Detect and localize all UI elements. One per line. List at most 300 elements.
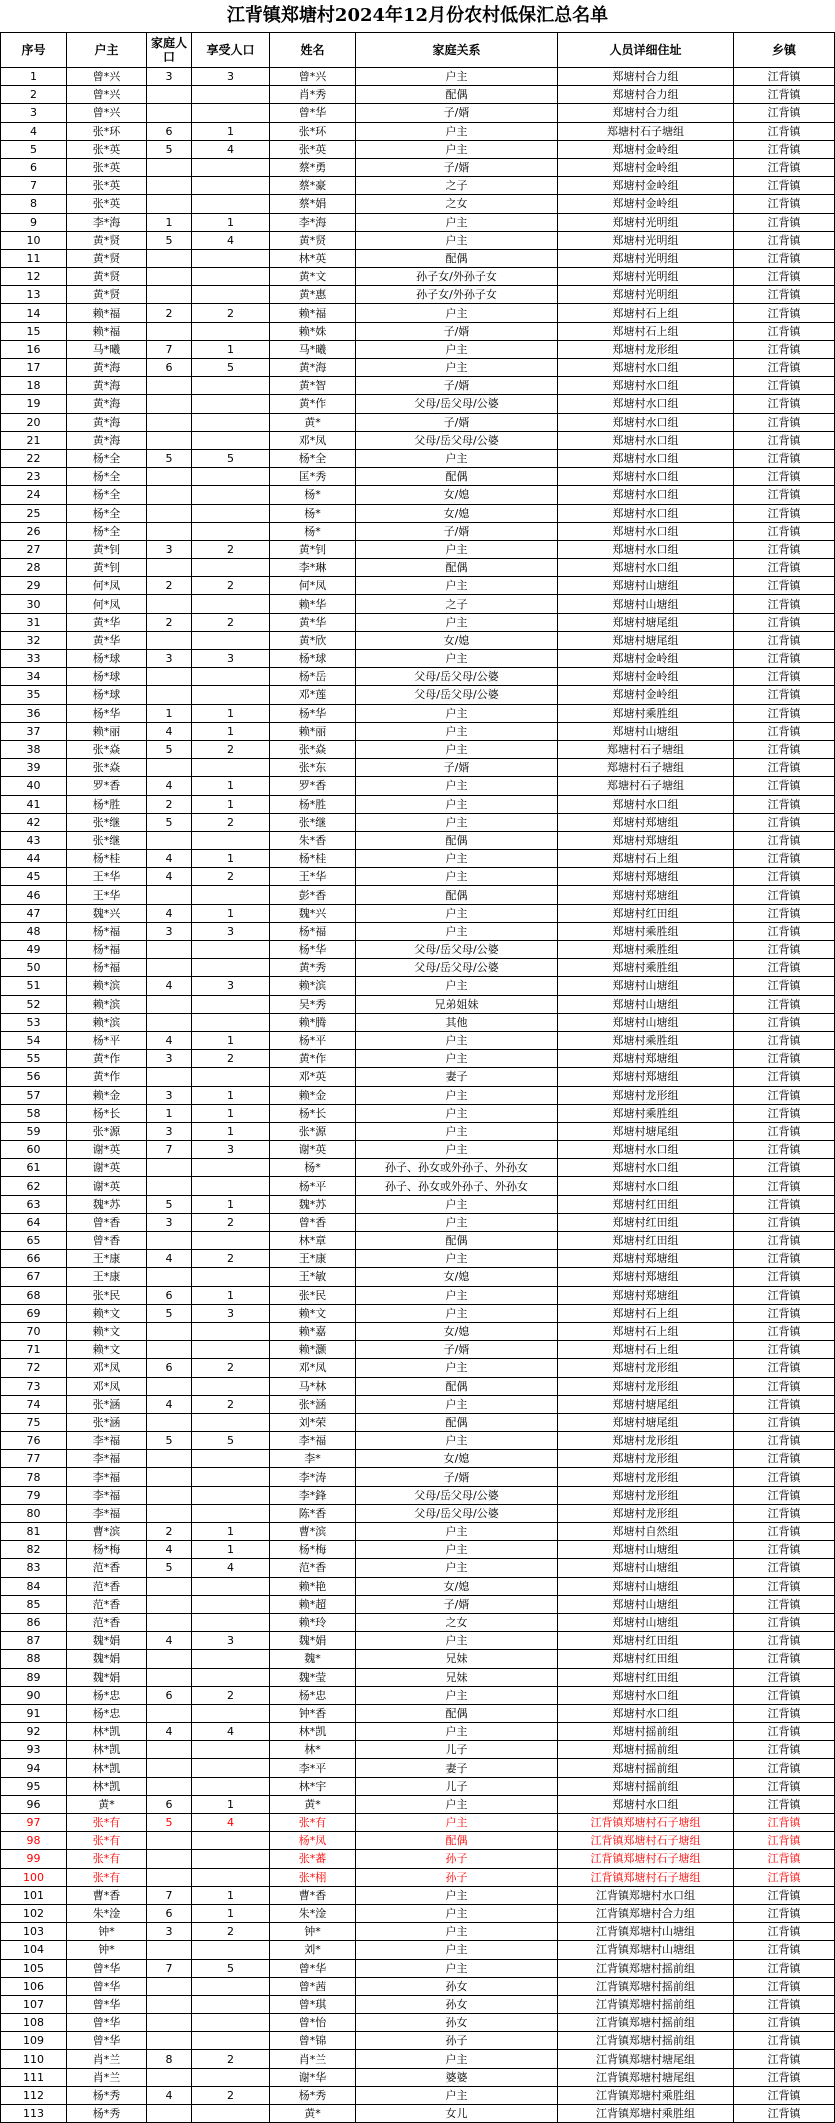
cell-householder: 杨*球: [67, 650, 147, 668]
cell-address: 郑塘村乘胜组: [558, 941, 734, 959]
cell-address: 郑塘村红田组: [558, 1668, 734, 1686]
cell-householder: 张*焱: [67, 740, 147, 758]
cell-index: 108: [1, 2014, 67, 2032]
cell-householder: 杨*全: [67, 449, 147, 467]
cell-name: 黄*欣: [270, 631, 356, 649]
cell-relation: 户主: [356, 904, 558, 922]
cell-town: 江背镇: [734, 540, 835, 558]
cell-householder: 朱*淦: [67, 1904, 147, 1922]
cell-relation: 户主: [356, 231, 558, 249]
table-row: [1, 158, 835, 176]
cell-relation: 儿子: [356, 1741, 558, 1759]
cell-name: 林*宇: [270, 1777, 356, 1795]
table-row: [1, 195, 835, 213]
cell-name: 黄*: [270, 413, 356, 431]
table-row: [1, 231, 835, 249]
cell-index: 13: [1, 286, 67, 304]
cell-relation: 户主: [356, 1031, 558, 1049]
cell-index: 76: [1, 1432, 67, 1450]
cell-benefit-count: [192, 595, 270, 613]
table-row: [1, 268, 835, 286]
cell-name: 杨*福: [270, 922, 356, 940]
cell-householder: 杨*全: [67, 486, 147, 504]
cell-family-size: 2: [147, 1523, 192, 1541]
cell-address: 郑塘村光明组: [558, 286, 734, 304]
cell-relation: 父母/岳父母/公婆: [356, 941, 558, 959]
cell-index: 80: [1, 1504, 67, 1522]
cell-family-size: 4: [147, 1541, 192, 1559]
cell-index: 1: [1, 68, 67, 86]
cell-name: 曾*茜: [270, 1977, 356, 1995]
cell-index: 2: [1, 86, 67, 104]
cell-address: 郑塘村郑塘组: [558, 813, 734, 831]
cell-benefit-count: [192, 1413, 270, 1431]
column-header-relation: 家庭关系: [356, 33, 558, 68]
cell-relation: 婆婆: [356, 2068, 558, 2086]
cell-family-size: [147, 158, 192, 176]
cell-relation: 女/媳: [356, 631, 558, 649]
cell-householder: 张*有: [67, 1814, 147, 1832]
cell-index: 82: [1, 1541, 67, 1559]
table-row: [1, 977, 835, 995]
cell-address: 郑塘村龙形组: [558, 1377, 734, 1395]
cell-benefit-count: [192, 1704, 270, 1722]
cell-index: 36: [1, 704, 67, 722]
cell-relation: 户主: [356, 1141, 558, 1159]
cell-index: 42: [1, 813, 67, 831]
cell-relation: 之女: [356, 195, 558, 213]
cell-relation: 户主: [356, 140, 558, 158]
cell-town: 江背镇: [734, 831, 835, 849]
cell-benefit-count: [192, 395, 270, 413]
cell-name: 杨*岳: [270, 668, 356, 686]
cell-name: 蔡*娟: [270, 195, 356, 213]
cell-town: 江背镇: [734, 522, 835, 540]
cell-benefit-count: [192, 249, 270, 267]
cell-family-size: 2: [147, 304, 192, 322]
cell-benefit-count: [192, 2068, 270, 2086]
cell-family-size: 4: [147, 850, 192, 868]
cell-town: 江背镇: [734, 1741, 835, 1759]
cell-address: 郑塘村塘尾组: [558, 1122, 734, 1140]
cell-householder: 林*凯: [67, 1777, 147, 1795]
cell-name: 杨*平: [270, 1177, 356, 1195]
cell-address: 江背镇郑塘村摇前组: [558, 1959, 734, 1977]
cell-family-size: 6: [147, 122, 192, 140]
cell-address: 郑塘村乘胜组: [558, 922, 734, 940]
cell-address: 郑塘村石上组: [558, 304, 734, 322]
cell-relation: 子/婿: [356, 322, 558, 340]
cell-benefit-count: 3: [192, 68, 270, 86]
cell-town: 江背镇: [734, 504, 835, 522]
cell-town: 江背镇: [734, 740, 835, 758]
cell-town: 江背镇: [734, 1286, 835, 1304]
cell-address: 郑塘村水口组: [558, 395, 734, 413]
cell-name: 黄*作: [270, 395, 356, 413]
cell-householder: 赖*丽: [67, 722, 147, 740]
table-row: [1, 631, 835, 649]
cell-name: 彭*香: [270, 886, 356, 904]
table-row: [1, 1486, 835, 1504]
cell-relation: 兄妹: [356, 1668, 558, 1686]
cell-index: 55: [1, 1050, 67, 1068]
cell-householder: 张*有: [67, 1868, 147, 1886]
cell-address: 郑塘村红田组: [558, 1632, 734, 1650]
cell-address: 郑塘村龙形组: [558, 1450, 734, 1468]
cell-name: 魏*苏: [270, 1195, 356, 1213]
cell-index: 15: [1, 322, 67, 340]
cell-relation: 户主: [356, 1523, 558, 1541]
cell-town: 江背镇: [734, 449, 835, 467]
cell-index: 70: [1, 1322, 67, 1340]
cell-index: 4: [1, 122, 67, 140]
cell-address: 郑塘村石子塘组: [558, 740, 734, 758]
cell-family-size: 3: [147, 68, 192, 86]
cell-family-size: 5: [147, 740, 192, 758]
cell-family-size: [147, 759, 192, 777]
cell-address: 江背镇郑塘村摇前组: [558, 2014, 734, 2032]
cell-benefit-count: 2: [192, 540, 270, 558]
column-header-name: 姓名: [270, 33, 356, 68]
cell-relation: 户主: [356, 813, 558, 831]
cell-town: 江背镇: [734, 1250, 835, 1268]
cell-name: 杨*华: [270, 941, 356, 959]
cell-benefit-count: 2: [192, 740, 270, 758]
cell-index: 113: [1, 2105, 67, 2123]
cell-town: 江背镇: [734, 886, 835, 904]
cell-town: 江背镇: [734, 1814, 835, 1832]
cell-family-size: 4: [147, 977, 192, 995]
cell-index: 29: [1, 577, 67, 595]
table-row: [1, 577, 835, 595]
cell-name: 曾*华: [270, 1959, 356, 1977]
cell-town: 江背镇: [734, 1523, 835, 1541]
cell-town: 江背镇: [734, 1177, 835, 1195]
cell-benefit-count: 1: [192, 122, 270, 140]
cell-index: 68: [1, 1286, 67, 1304]
cell-family-size: [147, 377, 192, 395]
cell-name: 邓*凤: [270, 1359, 356, 1377]
cell-relation: 父母/岳父母/公婆: [356, 395, 558, 413]
cell-family-size: [147, 431, 192, 449]
cell-town: 江背镇: [734, 1068, 835, 1086]
cell-index: 41: [1, 795, 67, 813]
table-row: [1, 1031, 835, 1049]
cell-relation: 户主: [356, 868, 558, 886]
cell-relation: 户主: [356, 577, 558, 595]
cell-benefit-count: 1: [192, 795, 270, 813]
cell-index: 48: [1, 922, 67, 940]
cell-address: 郑塘村龙形组: [558, 1468, 734, 1486]
cell-benefit-count: [192, 631, 270, 649]
cell-address: 郑塘村塘尾组: [558, 631, 734, 649]
cell-index: 104: [1, 1941, 67, 1959]
cell-town: 江背镇: [734, 1613, 835, 1631]
cell-relation: 户主: [356, 1959, 558, 1977]
cell-index: 72: [1, 1359, 67, 1377]
cell-householder: 杨*全: [67, 522, 147, 540]
cell-index: 38: [1, 740, 67, 758]
cell-family-size: [147, 831, 192, 849]
cell-index: 25: [1, 504, 67, 522]
cell-address: 郑塘村红田组: [558, 1232, 734, 1250]
cell-family-size: 3: [147, 650, 192, 668]
cell-householder: 曾*华: [67, 2032, 147, 2050]
table-row: [1, 1195, 835, 1213]
table-row: [1, 1886, 835, 1904]
cell-name: 曾*琪: [270, 1995, 356, 2013]
cell-relation: 父母/岳父母/公婆: [356, 1504, 558, 1522]
assistance-list-table: [0, 32, 835, 2123]
table-row: [1, 759, 835, 777]
cell-town: 江背镇: [734, 1559, 835, 1577]
cell-name: 曾*兴: [270, 68, 356, 86]
cell-town: 江背镇: [734, 1450, 835, 1468]
cell-name: 曾*锦: [270, 2032, 356, 2050]
cell-householder: 曾*华: [67, 2014, 147, 2032]
cell-address: 郑塘村水口组: [558, 795, 734, 813]
table-row: [1, 904, 835, 922]
cell-benefit-count: [192, 158, 270, 176]
cell-family-size: [147, 268, 192, 286]
table-row: [1, 1104, 835, 1122]
cell-address: 郑塘村石上组: [558, 1304, 734, 1322]
table-row: [1, 213, 835, 231]
table-row: [1, 613, 835, 631]
cell-family-size: [147, 1068, 192, 1086]
cell-address: 郑塘村光明组: [558, 213, 734, 231]
cell-index: 91: [1, 1704, 67, 1722]
cell-address: 江背镇郑塘村石子塘组: [558, 1832, 734, 1850]
cell-benefit-count: [192, 2014, 270, 2032]
cell-name: 杨*: [270, 522, 356, 540]
cell-householder: 赖*福: [67, 322, 147, 340]
table-row: [1, 1559, 835, 1577]
cell-index: 107: [1, 1995, 67, 2013]
cell-name: 钟*香: [270, 1704, 356, 1722]
cell-name: 李*平: [270, 1759, 356, 1777]
cell-benefit-count: [192, 1832, 270, 1850]
cell-benefit-count: 4: [192, 1723, 270, 1741]
cell-address: 郑塘村红田组: [558, 1650, 734, 1668]
cell-name: 蔡*豪: [270, 177, 356, 195]
table-row: [1, 1232, 835, 1250]
cell-name: 魏*: [270, 1650, 356, 1668]
cell-householder: 魏*娟: [67, 1632, 147, 1650]
cell-householder: 魏*娟: [67, 1650, 147, 1668]
cell-benefit-count: 1: [192, 1286, 270, 1304]
cell-name: 杨*华: [270, 704, 356, 722]
cell-town: 江背镇: [734, 941, 835, 959]
cell-town: 江背镇: [734, 1777, 835, 1795]
cell-relation: 户主: [356, 122, 558, 140]
cell-index: 43: [1, 831, 67, 849]
cell-benefit-count: [192, 886, 270, 904]
cell-relation: 孙女: [356, 1977, 558, 1995]
cell-name: 赖*姝: [270, 322, 356, 340]
cell-householder: 曾*兴: [67, 86, 147, 104]
cell-family-size: [147, 959, 192, 977]
table-row: [1, 1450, 835, 1468]
cell-address: 江背镇郑塘村乘胜组: [558, 2105, 734, 2123]
cell-address: 郑塘村乘胜组: [558, 959, 734, 977]
cell-index: 110: [1, 2050, 67, 2068]
cell-name: 张*源: [270, 1122, 356, 1140]
cell-householder: 范*香: [67, 1595, 147, 1613]
cell-address: 江背镇郑塘村摇前组: [558, 1977, 734, 1995]
table-row: [1, 413, 835, 431]
cell-relation: 孙子女/外孙子女: [356, 268, 558, 286]
cell-town: 江背镇: [734, 1668, 835, 1686]
cell-householder: 黄*贤: [67, 249, 147, 267]
cell-name: 杨*梅: [270, 1541, 356, 1559]
cell-address: 郑塘村山塘组: [558, 977, 734, 995]
cell-town: 江背镇: [734, 1941, 835, 1959]
cell-address: 郑塘村金岭组: [558, 195, 734, 213]
cell-index: 95: [1, 1777, 67, 1795]
cell-relation: 户主: [356, 2086, 558, 2104]
cell-index: 33: [1, 650, 67, 668]
table-row: [1, 304, 835, 322]
cell-relation: 之女: [356, 1613, 558, 1631]
cell-address: 郑塘村郑塘组: [558, 831, 734, 849]
cell-relation: 户主: [356, 922, 558, 940]
cell-index: 6: [1, 158, 67, 176]
cell-relation: 户主: [356, 359, 558, 377]
table-row: [1, 831, 835, 849]
cell-town: 江背镇: [734, 1341, 835, 1359]
cell-address: 郑塘村龙形组: [558, 340, 734, 358]
cell-benefit-count: [192, 1995, 270, 2013]
table-row: [1, 1686, 835, 1704]
cell-address: 江背镇郑塘村摇前组: [558, 1995, 734, 2013]
cell-benefit-count: 1: [192, 1795, 270, 1813]
cell-householder: 何*凤: [67, 595, 147, 613]
cell-town: 江背镇: [734, 1213, 835, 1231]
table-row: [1, 2050, 835, 2068]
cell-family-size: [147, 1486, 192, 1504]
cell-householder: 杨*秀: [67, 2105, 147, 2123]
cell-relation: 子/婿: [356, 1468, 558, 1486]
cell-name: 罗*香: [270, 777, 356, 795]
cell-family-size: [147, 104, 192, 122]
cell-relation: 子/婿: [356, 158, 558, 176]
cell-family-size: [147, 559, 192, 577]
cell-name: 林*英: [270, 249, 356, 267]
cell-index: 111: [1, 2068, 67, 2086]
cell-index: 21: [1, 431, 67, 449]
cell-householder: 曾*香: [67, 1213, 147, 1231]
cell-family-size: 4: [147, 1395, 192, 1413]
cell-relation: 子/婿: [356, 104, 558, 122]
cell-index: 57: [1, 1086, 67, 1104]
cell-name: 杨*全: [270, 449, 356, 467]
cell-relation: 户主: [356, 977, 558, 995]
cell-name: 张*英: [270, 140, 356, 158]
table-row: [1, 540, 835, 558]
cell-benefit-count: [192, 1504, 270, 1522]
cell-town: 江背镇: [734, 1432, 835, 1450]
cell-address: 郑塘村石子塘组: [558, 777, 734, 795]
cell-householder: 黄*钊: [67, 540, 147, 558]
cell-town: 江背镇: [734, 1268, 835, 1286]
cell-benefit-count: [192, 1450, 270, 1468]
table-row: [1, 68, 835, 86]
table-row: [1, 1941, 835, 1959]
cell-address: 郑塘村山塘组: [558, 1577, 734, 1595]
cell-family-size: [147, 1450, 192, 1468]
cell-relation: 户主: [356, 1686, 558, 1704]
table-row: [1, 2014, 835, 2032]
cell-address: 郑塘村山塘组: [558, 577, 734, 595]
cell-householder: 李*福: [67, 1486, 147, 1504]
cell-name: 杨*秀: [270, 2086, 356, 2104]
cell-address: 江背镇郑塘村山塘组: [558, 1923, 734, 1941]
cell-index: 54: [1, 1031, 67, 1049]
cell-benefit-count: [192, 1759, 270, 1777]
cell-address: 郑塘村金岭组: [558, 140, 734, 158]
cell-index: 56: [1, 1068, 67, 1086]
cell-address: 郑塘村光明组: [558, 249, 734, 267]
cell-index: 35: [1, 686, 67, 704]
cell-family-size: [147, 1832, 192, 1850]
cell-index: 71: [1, 1341, 67, 1359]
cell-family-size: [147, 1232, 192, 1250]
cell-name: 黄*秀: [270, 959, 356, 977]
cell-family-size: [147, 1377, 192, 1395]
cell-index: 44: [1, 850, 67, 868]
cell-relation: 户主: [356, 1213, 558, 1231]
cell-name: 黄*文: [270, 268, 356, 286]
cell-town: 江背镇: [734, 1686, 835, 1704]
cell-relation: 户主: [356, 1941, 558, 1959]
cell-relation: 户主: [356, 1795, 558, 1813]
cell-family-size: [147, 995, 192, 1013]
cell-family-size: [147, 1341, 192, 1359]
cell-householder: 赖*文: [67, 1304, 147, 1322]
cell-address: 江背镇郑塘村石子塘组: [558, 1850, 734, 1868]
cell-name: 曾*怡: [270, 2014, 356, 2032]
table-row: [1, 1704, 835, 1722]
cell-address: 郑塘村龙形组: [558, 1486, 734, 1504]
cell-relation: 女/媳: [356, 1450, 558, 1468]
cell-index: 53: [1, 1013, 67, 1031]
cell-relation: 配偶: [356, 1377, 558, 1395]
cell-name: 范*香: [270, 1559, 356, 1577]
cell-relation: 兄弟姐妹: [356, 995, 558, 1013]
cell-name: 张*有: [270, 1814, 356, 1832]
cell-relation: 孙子: [356, 1868, 558, 1886]
cell-town: 江背镇: [734, 995, 835, 1013]
table-row: [1, 504, 835, 522]
cell-relation: 户主: [356, 740, 558, 758]
cell-benefit-count: 1: [192, 904, 270, 922]
cell-index: 77: [1, 1450, 67, 1468]
cell-benefit-count: [192, 559, 270, 577]
cell-relation: 户主: [356, 722, 558, 740]
cell-town: 江背镇: [734, 2050, 835, 2068]
table-row: [1, 868, 835, 886]
cell-address: 郑塘村水口组: [558, 559, 734, 577]
cell-householder: 黄*: [67, 1795, 147, 1813]
cell-address: 郑塘村水口组: [558, 431, 734, 449]
cell-householder: 马*曦: [67, 340, 147, 358]
cell-family-size: [147, 1741, 192, 1759]
table-row: [1, 359, 835, 377]
cell-family-size: 5: [147, 140, 192, 158]
cell-relation: 户主: [356, 613, 558, 631]
cell-householder: 张*环: [67, 122, 147, 140]
